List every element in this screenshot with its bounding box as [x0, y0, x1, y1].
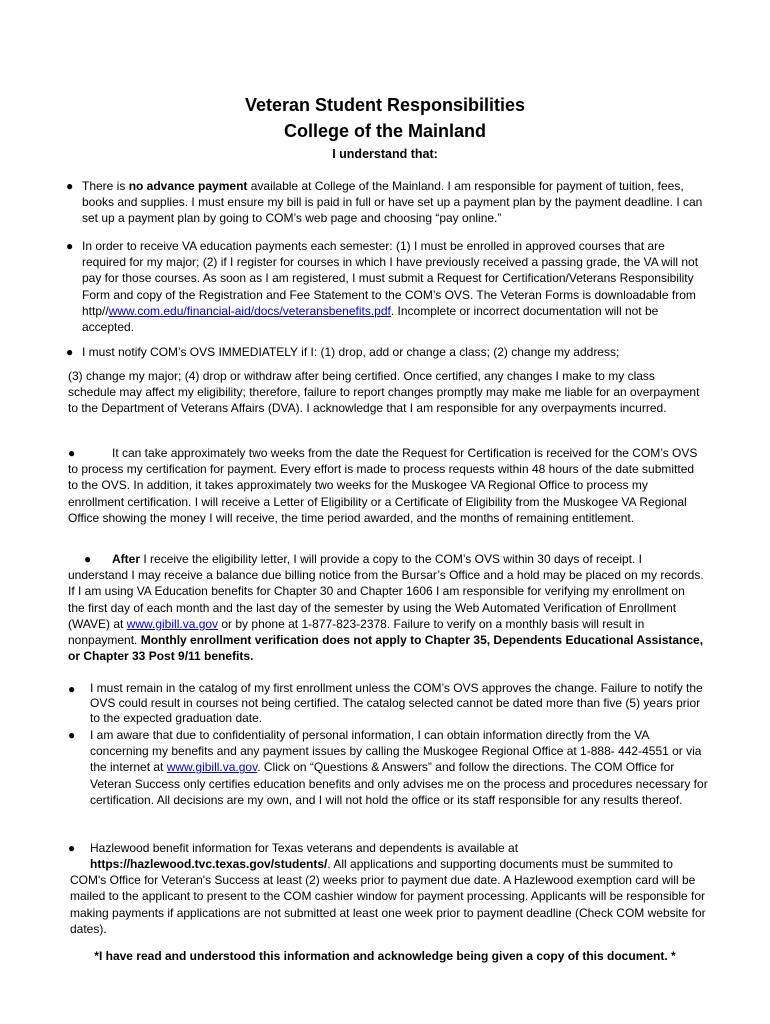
bullet-icon: ● [68, 682, 76, 696]
paragraph-notify-ovs-first-line: I must notify COM’s OVS IMMEDIATELY if I: (1) drop, add or change a class; (2) change my address; [82, 345, 620, 359]
bullet-icon: ● [68, 728, 76, 742]
paragraph-notify-ovs-continued: (3) change my major; (4) drop or withdraw after being certified. Once certified, any changes I make to my class schedule may affect my eligibility; therefore, failure to report changes promptly may make me liable for an overpayment to the Department of Veterans Affairs (DVA). I acknowledge that I am responsible for any overpayments incurred. [68, 369, 700, 416]
bullet-icon: ● [66, 345, 74, 359]
intro-line: I understand that: [332, 147, 438, 161]
document-title: Veteran Student Responsibilities [244, 95, 526, 115]
veteran-forms-link[interactable]: www.com.edu/financial-aid/docs/veteransbenefits.pdf [108, 303, 391, 318]
bullet-icon: ● [66, 239, 74, 253]
bullet-icon: ● [66, 179, 74, 193]
paragraph-no-advance-payment: There is no advance payment available at College of the Mainland. I am responsible for payment of tuition, fees, books and supplies. I must ensure my bill is paid in full or have set up a payment plan by the payment deadline. I can set up a payment plan by going to COM’s web page and choosing “pay online.” [82, 179, 703, 226]
institution-name: College of the Mainland [283, 121, 486, 141]
paragraph-catalog: I must remain in the catalog of my first enrollment unless the COM’s OVS approves the change. Failure to notify the OVS could result in courses not being certified. The catalog selected cannot be dated more than five (5) years prior to the expected graduation date. [90, 681, 703, 725]
paragraph-confidentiality: I am aware that due to confidentiality of personal information, I can obtain information directly from the VA concerning my benefits and any payment issues by calling the Muskogee Regional Office at 1-888- 442-4551 or via the internet at www.gibill.va.gov. Click on “Questions & Answers” and follow the directions. The COM Office for Veteran Success only certifies education benefits and only advises me on the process and procedures necessary for certification. All decisions are my own, and I will not hold the office or its staff responsible for any results thereof. [90, 728, 708, 807]
acknowledgement-statement: *I have read and understood this information and acknowledge being given a copy of this document. * [94, 949, 676, 963]
bullet-icon: ● [84, 552, 92, 566]
hazlewood-link[interactable]: https://hazlewood.tvc.texas.gov/students/ [90, 857, 328, 871]
paragraph-eligibility-letter: After I receive the eligibility letter, I will provide a copy to the COM’s OVS within 30 days of receipt. I understand I may receive a balance due billing notice from the Bursar’s Office and a hold may be placed on my records. If I am using VA Education benefits for Chapter 30 and Chapter 1606 I am responsible for verifying my enrollment on the first day of each month and the last day of the semester by using the Web Automated Verification of Enrollment (WAVE) at www.gibill.va.gov or by phone at 1-877-823-2378. Failure to verify on a monthly basis will result in nonpayment. Monthly enrollment verification does not apply to Chapter 35, Dependents Educational Assistance, or Chapter 33 Post 9/11 benefits. [68, 552, 704, 664]
gibill-link-2[interactable]: www.gibill.va.gov [166, 760, 258, 775]
paragraph-certification-timing: It can take approximately two weeks from the date the Request for Certification is received for the COM’s OVS to process my certification for payment. Every effort is made to process requests within 48 hours of the date submitted to the OVS. In addition, it takes approximately two weeks for the Muskogee VA Regional Office to process my enrollment certification. I will receive a Letter of Eligibility or a Certificate of Eligibility from the Muskogee VA Regional Office showing the money I will receive, the time period awarded, and the months of remaining entitlement. [68, 446, 698, 525]
bullet-icon: ● [68, 446, 76, 460]
paragraph-va-payments: In order to receive VA education payments each semester: (1) I must be enrolled in approved courses that are required for my major; (2) if I register for courses in which I have previously received a passing grade, the VA will not pay for those courses. As soon as I am registered, I must submit a Request for Certification/Veterans Responsibility Form and copy of the Registration and Fee Statement to the COM’s OVS. The Veteran Forms is downloadable from http//www.com.edu/financial-aid/docs/veteransbenefits.pdf. Incomplete or incorrect documentation will not be accepted. [82, 239, 699, 335]
bullet-icon: ● [68, 841, 76, 855]
paragraph-hazlewood-first-line: Hazlewood benefit information for Texas veterans and dependents is available at [90, 841, 519, 855]
gibill-link[interactable]: www.gibill.va.gov [126, 616, 219, 631]
paragraph-hazlewood-continued: https://hazlewood.tvc.texas.gov/students/. All applications and supporting documents must be summited to COM's Office for Veteran's Success at least (2) weeks prior to payment due date. A Hazlewood exemption card will be mailed to the applicant to present to the COM cashier window for payment processing. Applicants will be responsible for making payments if applications are not submitted at least one week prior to payment deadline (Check COM website for dates). [70, 857, 706, 936]
